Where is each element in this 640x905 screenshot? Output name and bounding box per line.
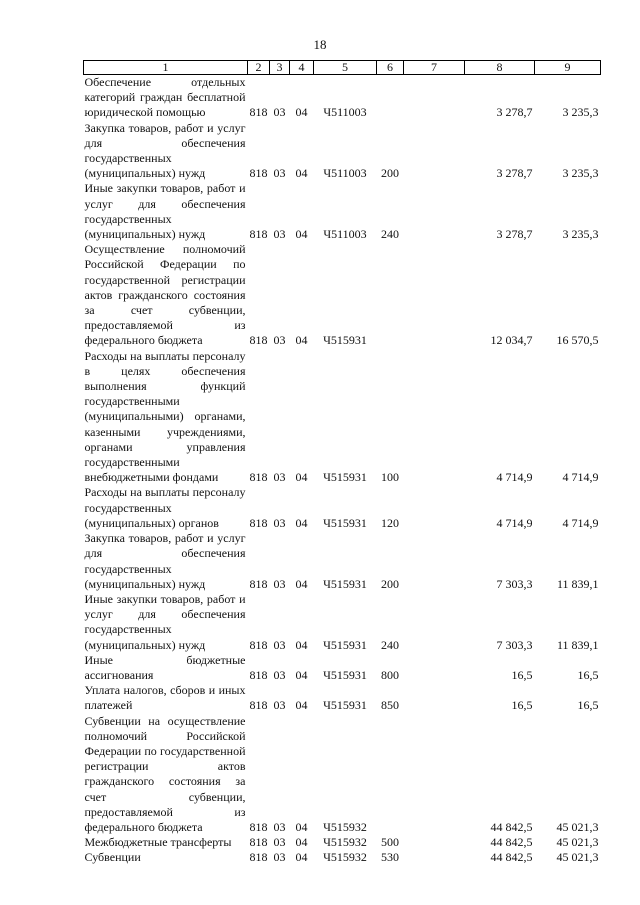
ministry-code-cell: 818 [249, 667, 268, 682]
subsection-code-cell: 04 [295, 850, 308, 865]
column-7-cell [404, 121, 465, 182]
target-article-cell: Ч515931 [323, 698, 367, 713]
column-header: 8 [465, 61, 535, 75]
expense-type-cell: 240 [381, 637, 399, 652]
column-number-row [84, 61, 601, 75]
column-7-cell [404, 835, 465, 850]
table-row [84, 75, 601, 121]
ministry-code-cell: 818 [249, 515, 268, 530]
target-article-cell: Ч515932 [323, 850, 367, 865]
section-code-cell: 03 [273, 637, 286, 652]
row-name-cell: Иные закупки товаров, работ и услуг для обеспечения государственных (муниципальных) нужд [84, 591, 246, 652]
amount-col9-cell: 16,5 [577, 698, 599, 713]
column-header: 2 [248, 61, 270, 75]
page-number: 18 [313, 37, 327, 52]
section-code-cell: 03 [273, 333, 286, 348]
row-name-cell: Обеспечение отдельных категорий граждан бесплатной юридической помощью [84, 75, 246, 120]
expense-type-cell: 500 [381, 835, 399, 850]
section-code-cell: 03 [273, 576, 286, 591]
amount-col9-cell: 16,5 [577, 667, 599, 682]
amount-col8-cell: 16,5 [511, 698, 533, 713]
expense-type-cell [377, 242, 404, 348]
column-7-cell [404, 531, 465, 592]
row-name-cell: Закупка товаров, работ и услуг для обеспечения государственных (муниципальных) нужд [84, 120, 246, 181]
ministry-code-cell: 818 [249, 166, 268, 181]
section-code-cell: 03 [273, 835, 286, 850]
amount-col9-cell: 45 021,3 [556, 819, 599, 834]
ministry-code-cell: 818 [249, 227, 268, 242]
column-7-cell [404, 653, 465, 683]
subsection-code-cell: 04 [295, 637, 308, 652]
row-name-cell: Уплата налогов, сборов и иных платежей [84, 683, 246, 713]
ministry-code-cell: 818 [249, 333, 268, 348]
target-article-cell: Ч511003 [323, 166, 367, 181]
expense-type-cell: 200 [381, 166, 399, 181]
amount-col8-cell: 44 842,5 [490, 835, 533, 850]
target-article-cell: Ч515932 [323, 819, 367, 834]
amount-col8-cell: 3 278,7 [496, 105, 533, 120]
amount-col8-cell: 4 714,9 [496, 470, 533, 485]
ministry-code-cell: 818 [249, 698, 268, 713]
target-article-cell: Ч515931 [323, 470, 367, 485]
section-code-cell: 03 [273, 227, 286, 242]
column-header: 7 [404, 61, 465, 75]
subsection-code-cell: 04 [295, 835, 308, 850]
column-7-cell [404, 714, 465, 836]
table-row [84, 181, 601, 242]
amount-col9-cell: 3 235,3 [562, 105, 599, 120]
subsection-code-cell: 04 [295, 333, 308, 348]
expense-type-cell [377, 75, 404, 121]
column-header: 6 [377, 61, 404, 75]
column-7-cell [404, 349, 465, 486]
expense-type-cell: 240 [381, 227, 399, 242]
row-name-cell: Субвенции на осуществление полномочий Российской Федерации по государственной регистрации актов гражданского состояния за счет субвенции, предоставляемой из федерального бюджета [84, 713, 246, 834]
amount-col9-cell: 4 714,9 [562, 470, 599, 485]
amount-col8-cell: 4 714,9 [496, 515, 533, 530]
table-row [84, 242, 601, 348]
subsection-code-cell: 04 [295, 105, 308, 120]
expense-type-cell: 530 [381, 850, 399, 865]
row-name-cell: Иные бюджетные ассигнования [84, 652, 246, 682]
table-body [84, 75, 601, 866]
column-header: 5 [314, 61, 377, 75]
table-row [84, 349, 601, 486]
amount-col9-cell: 4 714,9 [562, 515, 599, 530]
subsection-code-cell: 04 [295, 227, 308, 242]
column-7-cell [404, 683, 465, 713]
subsection-code-cell: 04 [295, 166, 308, 181]
amount-col8-cell: 3 278,7 [496, 166, 533, 181]
column-header: 3 [270, 61, 290, 75]
section-code-cell: 03 [273, 667, 286, 682]
target-article-cell: Ч515931 [323, 576, 367, 591]
section-code-cell: 03 [273, 166, 286, 181]
row-name-cell: Межбюджетные трансферты [84, 835, 232, 850]
subsection-code-cell: 04 [295, 470, 308, 485]
amount-col9-cell: 11 839,1 [556, 576, 599, 591]
section-code-cell: 03 [273, 698, 286, 713]
ministry-code-cell: 818 [249, 819, 268, 834]
ministry-code-cell: 818 [249, 576, 268, 591]
target-article-cell: Ч515932 [323, 835, 367, 850]
row-name-cell: Расходы на выплаты персоналу в целях обеспечения выполнения функций государственными (муниципальными) органами, казенными учреждениями, органами управления государственными внебюджетными фондами [84, 348, 246, 485]
target-article-cell: Ч515931 [323, 667, 367, 682]
expense-type-cell: 120 [381, 515, 399, 530]
table-row [84, 485, 601, 531]
ministry-code-cell: 818 [249, 850, 268, 865]
amount-col9-cell: 3 235,3 [562, 166, 599, 181]
expense-type-cell: 100 [381, 470, 399, 485]
target-article-cell: Ч511003 [323, 227, 367, 242]
column-7-cell [404, 592, 465, 653]
amount-col8-cell: 7 303,3 [496, 576, 533, 591]
table-header [84, 61, 601, 75]
subsection-code-cell: 04 [295, 667, 308, 682]
subsection-code-cell: 04 [295, 515, 308, 530]
table-row [84, 835, 601, 850]
table-row [84, 850, 601, 865]
subsection-code-cell: 04 [295, 576, 308, 591]
table-row [84, 121, 601, 182]
ministry-code-cell: 818 [249, 637, 268, 652]
row-name-cell: Иные закупки товаров, работ и услуг для обеспечения государственных (муниципальных) нужд [84, 181, 246, 242]
amount-col8-cell: 7 303,3 [496, 637, 533, 652]
amount-col8-cell: 44 842,5 [490, 850, 533, 865]
column-7-cell [404, 75, 465, 121]
subsection-code-cell: 04 [295, 819, 308, 834]
table-row [84, 714, 601, 836]
ministry-code-cell: 818 [249, 835, 268, 850]
amount-col9-cell: 16 570,5 [556, 333, 599, 348]
column-7-cell [404, 850, 465, 865]
amount-col9-cell: 3 235,3 [562, 227, 599, 242]
column-header: 4 [290, 61, 314, 75]
amount-col9-cell: 11 839,1 [556, 637, 599, 652]
expense-type-cell: 200 [381, 576, 399, 591]
column-7-cell [404, 181, 465, 242]
section-code-cell: 03 [273, 850, 286, 865]
target-article-cell: Ч515931 [323, 333, 367, 348]
section-code-cell: 03 [273, 105, 286, 120]
amount-col8-cell: 12 034,7 [490, 333, 533, 348]
ministry-code-cell: 818 [249, 470, 268, 485]
column-header: 9 [535, 61, 601, 75]
table-row [84, 531, 601, 592]
section-code-cell: 03 [273, 819, 286, 834]
amount-col8-cell: 16,5 [511, 667, 533, 682]
amount-col8-cell: 44 842,5 [490, 819, 533, 834]
section-code-cell: 03 [273, 515, 286, 530]
amount-col9-cell: 45 021,3 [556, 850, 599, 865]
amount-col9-cell: 45 021,3 [556, 835, 599, 850]
target-article-cell: Ч515931 [323, 515, 367, 530]
column-header: 1 [84, 61, 248, 75]
expense-type-cell: 800 [381, 667, 399, 682]
expense-type-cell [377, 714, 404, 836]
row-name-cell: Субвенции [84, 850, 141, 865]
table-row [84, 592, 601, 653]
amount-col8-cell: 3 278,7 [496, 227, 533, 242]
expense-type-cell: 850 [381, 698, 399, 713]
table-row [84, 683, 601, 713]
budget-table [83, 60, 601, 866]
subsection-code-cell: 04 [295, 698, 308, 713]
ministry-code-cell: 818 [249, 105, 268, 120]
target-article-cell: Ч515931 [323, 637, 367, 652]
row-name-cell: Закупка товаров, работ и услуг для обеспечения государственных (муниципальных) нужд [84, 531, 246, 591]
column-7-cell [404, 242, 465, 348]
table-row [84, 653, 601, 683]
row-name-cell: Осуществление полномочий Российской Федерации по государственной регистрации актов гражданского состояния за счет субвенции, предоставляемой из федерального бюджета [84, 242, 246, 348]
section-code-cell: 03 [273, 470, 286, 485]
target-article-cell: Ч511003 [323, 105, 367, 120]
row-name-cell: Расходы на выплаты персоналу государственных (муниципальных) органов [84, 485, 246, 530]
column-7-cell [404, 485, 465, 531]
